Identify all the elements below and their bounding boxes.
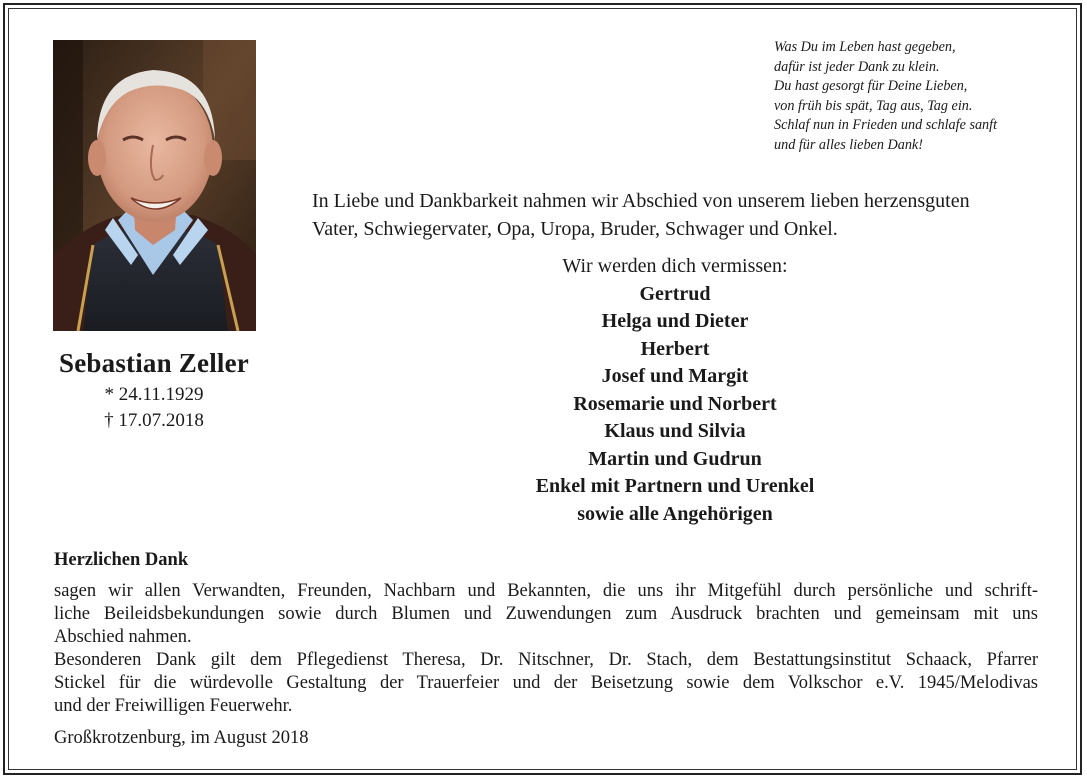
intro-line: Vater, Schwiegervater, Opa, Uropa, Bruder, Schwager und Onkel. <box>312 217 838 240</box>
death-date: † 17.07.2018 <box>104 410 204 431</box>
thanks-body <box>54 580 1038 718</box>
mourner-name: sowie alle Angehörigen <box>577 502 773 525</box>
poem-line: Du hast gesorgt für Deine Lieben, <box>774 78 968 94</box>
poem-line: Was Du im Leben hast gegeben, <box>774 39 956 55</box>
poem-line: und für alles lieben Dank! <box>774 136 923 153</box>
mourner-name: Herbert <box>640 337 710 360</box>
place-and-date: Großkrotzenburg, im August 2018 <box>54 728 309 748</box>
thanks-line: liche Beileidsbekundungen sowie durch Blumen und Zuwendungen zum Ausdruck brachten und gemeinsam mit uns <box>54 604 1038 624</box>
mourner-name: Rosemarie und Norbert <box>573 392 777 415</box>
mourner-name: Josef und Margit <box>601 365 749 387</box>
mourners-list <box>430 253 920 528</box>
thanks-line: Abschied nahmen. <box>54 627 192 647</box>
poem-line: von früh bis spät, Tag aus, Tag ein. <box>774 97 973 114</box>
thanks-line: sagen wir allen Verwandten, Freunden, Nachbarn und Bekannten, die uns ihr Mitgefühl durch persönliche und schrift- <box>54 581 1038 601</box>
mourner-name: Gertrud <box>639 282 711 305</box>
mourner-name: Martin und Gudrun <box>588 447 762 470</box>
intro-line: In Liebe und Dankbarkeit nahmen wir Abschied von unserem lieben herzensguten <box>312 190 970 212</box>
birth-date: * 24.11.1929 <box>104 384 204 405</box>
mourner-name: Klaus und Silvia <box>604 420 746 442</box>
thanks-line: Besonderen Dank gilt dem Pflegedienst Theresa, Dr. Nitschner, Dr. Stach, dem Bestattungsinstitut Schaack, Pfarrer <box>54 650 1038 670</box>
thanks-line: und der Freiwilligen Feuerwehr. <box>54 696 293 716</box>
poem-line: dafür ist jeder Dank zu klein. <box>774 58 940 75</box>
thanks-heading: Herzlichen Dank <box>54 550 189 570</box>
portrait-photo <box>53 40 256 331</box>
memorial-poem <box>774 38 1074 155</box>
mourner-name: Helga und Dieter <box>601 310 749 332</box>
thanks-line: Stickel für die würdevolle Gestaltung der Trauerfeier und der Beisetzung sowie dem Volkschor e.V. 1945/Melodivas <box>54 673 1038 693</box>
deceased-name: Sebastian Zeller <box>59 348 249 378</box>
mourners-lead: Wir werden dich vermissen: <box>562 255 788 277</box>
poem-line: Schlaf nun in Frieden und schlafe sanft <box>774 117 998 133</box>
mourner-name: Enkel mit Partnern und Urenkel <box>535 475 815 497</box>
intro-text <box>312 188 1052 243</box>
